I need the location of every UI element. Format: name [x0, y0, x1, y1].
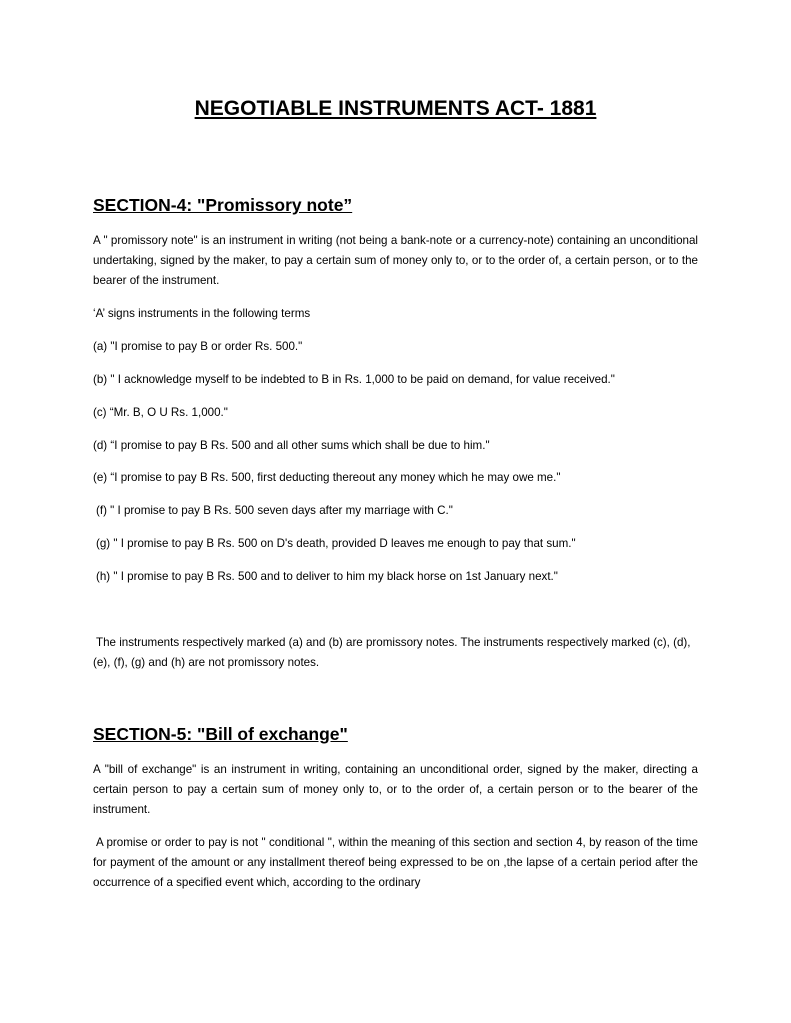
example-h: (h) " I promise to pay B Rs. 500 and to deliver to him my black horse on 1st January next."	[96, 570, 558, 583]
example-e: (e) “I promise to pay B Rs. 500, first deducting thereout any money which he may owe me."	[93, 471, 561, 484]
section-5-heading: SECTION-5: "Bill of exchange"	[93, 724, 348, 744]
example-d: (d) “I promise to pay B Rs. 500 and all other sums which shall be due to him."	[93, 439, 490, 452]
example-g: (g) " I promise to pay B Rs. 500 on D's death, provided D leaves me enough to pay that sum."	[96, 537, 576, 550]
example-b: (b) " I acknowledge myself to be indebted to B in Rs. 1,000 to be paid on demand, for value received."	[93, 373, 615, 386]
document-title: NEGOTIABLE INSTRUMENTS ACT- 1881	[194, 97, 597, 120]
section-5-explanation: A promise or order to pay is not " conditional ", within the meaning of this section and section 4, by reason of the time for payment of the amount or any installment thereof being expressed to be on ,the lapse of a certain period after the occurrence of a specified event which, according to the ordinary	[93, 836, 698, 889]
example-f: (f) " I promise to pay B Rs. 500 seven days after my marriage with C."	[96, 504, 453, 517]
example-c: (c) “Mr. B, O U Rs. 1,000."	[93, 406, 228, 419]
example-a: (a) "I promise to pay B or order Rs. 500."	[93, 340, 303, 353]
section-4-intro: ‘A’ signs instruments in the following terms	[93, 307, 311, 320]
section-5-definition: A "bill of exchange" is an instrument in writing, containing an unconditional order, signed by the maker, directing a certain person to pay a certain sum of money only to, or to the order of, a certain person or to the bearer of the instrument.	[93, 763, 698, 816]
section-4-definition: A " promissory note" is an instrument in writing (not being a bank-note or a currency-note) containing an unconditional undertaking, signed by the maker, to pay a certain sum of money only to, or to the order of, a certain person, or to the bearer of the instrument.	[93, 234, 698, 287]
section-4-heading: SECTION-4: "Promissory note”	[93, 195, 353, 215]
section-4-conclusion: The instruments respectively marked (a) and (b) are promissory notes. The instruments respectively marked (c), (d), (e), (f), (g) and (h) are not promissory notes.	[93, 636, 691, 669]
